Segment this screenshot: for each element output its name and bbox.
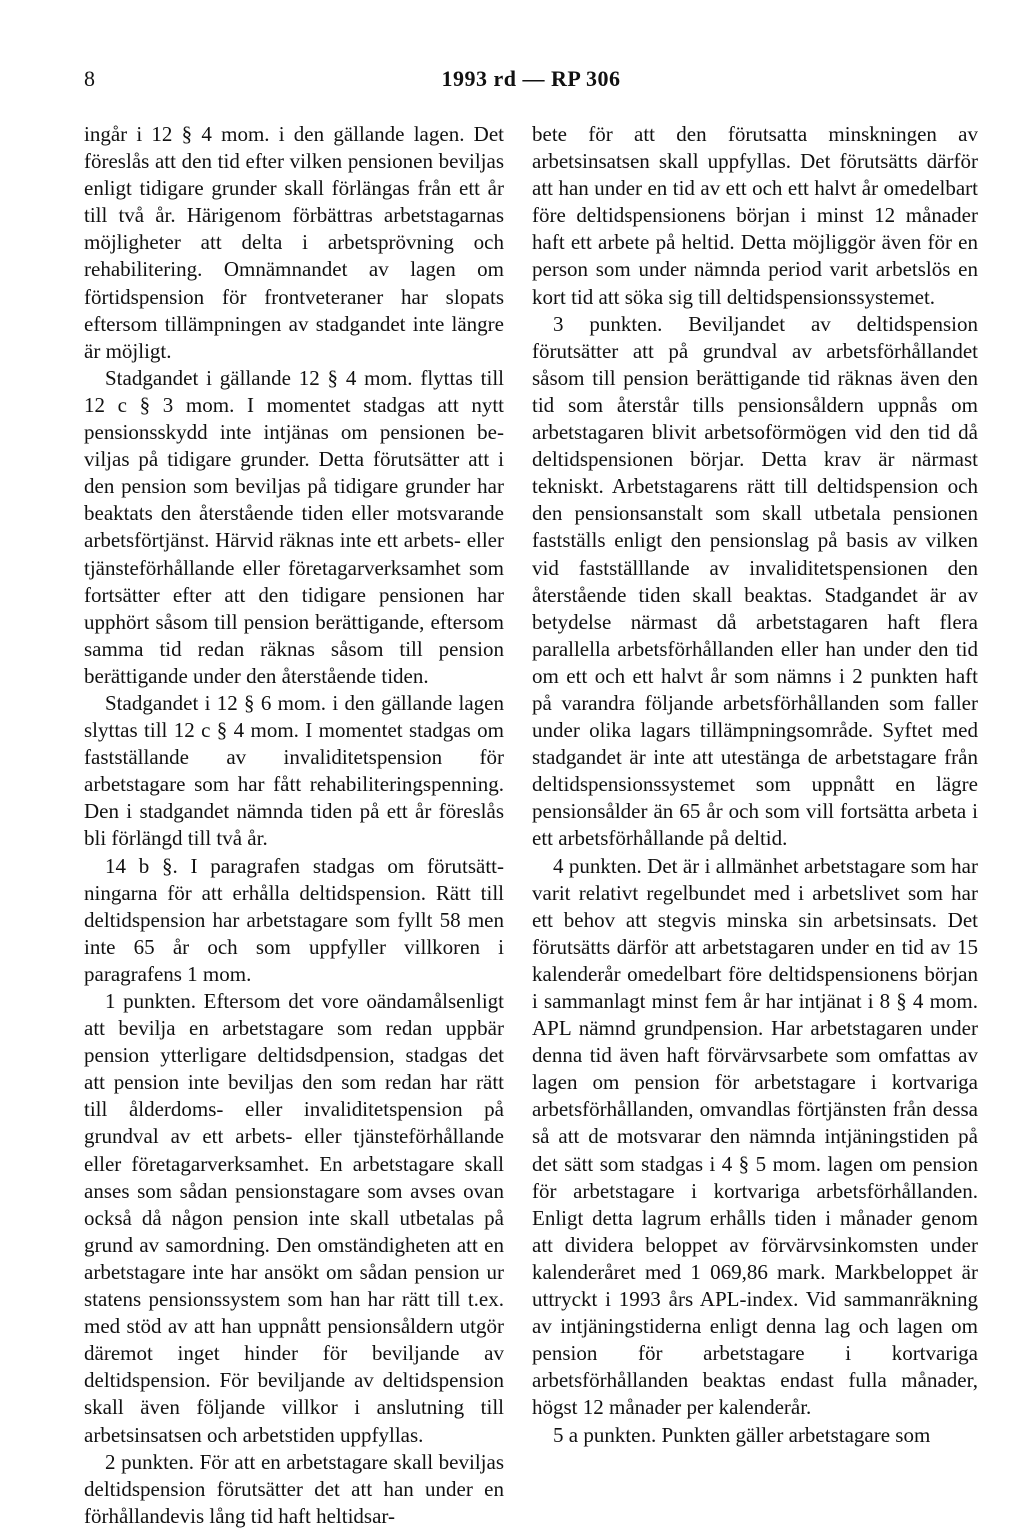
paragraph: 14 b §. I paragrafen stadgas om förutsättningarna för att erhålla deltidspension. Rätt till deltidspension har arbetstagare som fyllt 58 men inte 65 år och som uppfyller villkoren i paragrafens 1 mom. [84, 853, 504, 986]
paragraph: 5 a punkten. Punkten gäller arbetstagare som [553, 1422, 931, 1447]
paragraph: ingår i 12 § 4 mom. i den gällande lagen. Det föreslås att den tid efter vilken pensionen beviljas enligt tidigare grunder skall förlängas från ett år till två år. Härigenom förbättras arbetstagarnas möjligheter att delta i arbetsprövning och rehabilitering. Omnämnandet av lagen om förtidspension för frontveteraner har slopats eftersom tillämpningen av stadgandet inte längre är möjligt. [84, 122, 504, 363]
paragraph: bete för att den förutsatta minskningen av arbetsinsatsen skall uppfyllas. Det förutsätts därför att han under en tid av ett och ett halvt år omedelbart före deltidspensionens början i minst 12 månader haft ett arbete på heltid. Detta möjliggör även för en person som under nämnda period varit arbetslös en kort tid att söka sig till deltidspensionssystemet. [532, 122, 978, 309]
paragraph: 1 punkten. Eftersom det vore oändamålsenligt att bevilja en arbetstagare som redan uppbär pension ytterligare deltidsdpension, stadgas det att pension inte beviljas den som redan har rätt till ålderdoms- eller invaliditetspension på grundval av ett arbets- eller tjänsteförhållande eller företagarverksamhet. En arbetstagare skall anses som sådan pensionstagare som avses ovan också då någon pension inte skall utbetalas på grund av samordning. Den omständigheten att en arbetstagare inte har ansökt om sådan pension ur statens pensionssystem som han har rätt till t.ex. med stöd av att han uppnått pensionsåldern utgör däremot inget hinder för beviljande av deltidspension. För beviljande av deltidspension skall även följande villkor i anslutning till arbetsinsatsen och arbetstiden uppfyllas. [84, 989, 504, 1447]
paragraph: Stadgandet i 12 § 6 mom. i den gällande lagen slyttas till 12 c § 4 mom. I momentet stadgas om fastställande av invaliditetspension för arbetstagare som har fått rehabiliteringspenning. Den i stadgandet nämnda tiden på ett år föreslås bli förlängd till två år. [84, 690, 504, 851]
left-column [84, 121, 504, 1530]
page-header [84, 64, 978, 94]
paragraph: 2 punkten. För att en arbetstagare skall beviljas deltidspension förutsätter det att han under en förhållandevis lång tid haft heltidsar- [84, 1449, 504, 1528]
paragraph: 4 punkten. Det är i allmänhet arbetstagare som har varit relativt regelbundet med i arbetslivet som har ett behov att stegvis minska sin arbetsinsats. Det förutsätts därför att arbetstagaren under en tid av 15 kalenderår omedelbart före deltidspensionens början i sammanlagt minst fem år har intjänat i 8 § 4 mom. APL nämnd grundpension. Har arbetstagaren under denna tid även haft förvärvsarbete som omfattas av lagen om pension för arbetstagare i kortvariga arbetsförhållanden, omvandlas förtjänsten från dessa så att de motsvarar den nämnda intjäningstiden på det sätt som stadgas i 4 § 5 mom. lagen om pension för arbetstagare i kortvariga arbetsförhållanden. Enligt detta lagrum erhålls tiden i månader genom att dividera beloppet av förvärvsinkomsten under kalenderåret med 1 069,86 mark. Markbeloppet är uttryckt i 1993 års APL-index. Vid sammanräkning av intjäningstiderna enligt denna lag och lagen om pension för arbetstagare i kortvariga arbetsförhållanden beaktas endast fulla månader, högst 12 månader per kalenderår. [532, 853, 978, 1420]
paragraph: 3 punkten. Beviljandet av deltidspension förutsätter att på grundval av arbetsförhållandet såsom till pension berättigande tid räknas även den tid som återstår tills pensionsåldern uppnås om arbetstagaren blivit arbetsoförmögen vid den tid då deltidspensionen börjar. Detta krav är närmast tekniskt. Arbetstagarens rätt till deltidspension och den pensionsanstalt som skall utbetala pensionen fastställs enligt den pensionslag på basis av vilken vid fastställlande av invaliditetspensionen den återstående tiden skall beaktas. Stadgandet är av betydelse närmast då arbetstagaren haft flera parallella arbetsförhållanden eller han under den tid om ett och ett halvt år som nämns i 2 punkten haft på varandra följande arbetsförhållanden som faller under olika lagars tillämpningsområde. Syftet med stadgandet är inte att utestänga de arbetstagare från deltidspensionssystemet som uppnått en lägre pensionsålder än 65 år och som vill fortsätta arbeta i ett arbetsförhållande på deltid. [532, 311, 978, 851]
right-column [532, 121, 978, 1449]
paragraph: Stadgandet i gällande 12 § 4 mom. flyttas till 12 c § 3 mom. I momentet stadgas att nytt pensionsskydd inte intjänas om pensionen beviljas på tidigare grunder. Detta förutsätter att i den pension som beviljas på tidigare grunder har beaktats den återstående tiden eller motsvarande arbetsförtjänst. Härvid räknas inte ett arbets- eller tjänsteförhållande eller företagarverksamhet som fortsätter efter att den tidigare pensionen har upphört såsom till pension berättigande, eftersom samma tid redan räknas såsom till pension berättigande under den återstående tiden. [84, 365, 504, 688]
page-number: 8 [84, 66, 95, 91]
running-title: 1993 rd — RP 306 [441, 66, 621, 91]
